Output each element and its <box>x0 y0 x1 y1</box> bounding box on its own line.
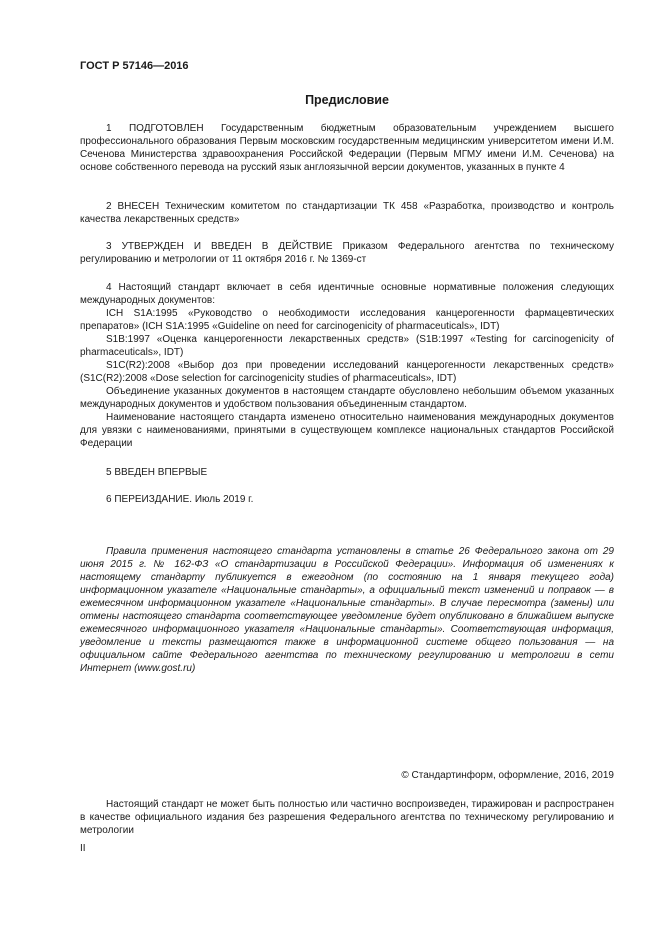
item-5-introduced <box>80 466 614 479</box>
item-1-text: 1 ПОДГОТОВЛЕН Государственным бюджетным образовательным учреждением высшего профессионального образования Первым московским государственным медицинским университетом имени И.М. Сеченова Министерства здравоохранения Российской Федерации (Первым МГМУ имени И.М. Сеченова) на основе собственного перевода на русский язык англоязычной версии документов, указанных в пункте 4 <box>80 123 614 173</box>
item-4-naming-note: Наименование настоящего стандарта изменено относительно наименования международных документов для увязки с наименованиями, принятыми в существующем комплексе национальных стандартов Российской Федерации <box>80 412 614 449</box>
reproduction-text: Настоящий стандарт не может быть полностью или частично воспроизведен, тиражирован и распространен в качестве официального издания без разрешения Федерального агентства по техническому регулированию и метрологии <box>80 799 614 836</box>
page-number: II <box>80 843 86 854</box>
item-4-doc-s1c: S1C(R2):2008 «Выбор доз при проведении исследований канцерогенности лекарственных средств» (S1C(R2):2008 «Dose selection for carcinogenicity studies of pharmaceuticals», IDT) <box>80 360 614 384</box>
item-4-doc-s1b: S1B:1997 «Оценка канцерогенности лекарственных средств» (S1B:1997 «Testing for carcinogenicity of pharmaceuticals», IDT) <box>80 334 614 358</box>
item-4-combine-note: Объединение указанных документов в настоящем стандарте обусловлено небольшим объемом указанных международных документов и удобством пользования объединенным стандартом. <box>80 386 614 410</box>
copyright-line: © Стандартинформ, оформление, 2016, 2019 <box>401 770 614 781</box>
document-id-header: ГОСТ Р 57146—2016 <box>80 60 189 72</box>
item-4-doc-ich-s1a: ICH S1A:1995 «Руководство о необходимости исследования канцерогенности фармацевтических препаратов» (ICH S1A:1995 «Guideline on need for carcinogenicity of pharmaceuticals», IDT) <box>80 308 614 332</box>
application-rules-text: Правила применения настоящего стандарта установлены в статье 26 Федерального закона от 29 июня 2015 г. № 162-ФЗ «О стандартизации в Российской Федерации». Информация об изменениях к настоящему стандарту публикуется в ежегодном (по состоянию на 1 января текущего года) информационном указателе «Национальные стандарты», а официальный текст изменений и поправок — в ежемесячном информационном указателе «Национальные стандарты». В случае пересмотра (замены) или отмены настоящего стандарта соответствующее уведомление будет опубликовано в ближайшем выпуске ежемесячного информационного указателя «Национальные стандарты». Соответствующая информация, уведомление и тексты размещаются также в информационной системе общего пользования — на официальном сайте Федерального агентства по техническому регулированию и метрологии в сети Интернет (www.gost.ru) <box>80 546 614 674</box>
item-2-submitted <box>80 200 614 226</box>
item-6-text: 6 ПЕРЕИЗДАНИЕ. Июль 2019 г. <box>106 494 254 505</box>
item-1-prepared <box>80 122 614 174</box>
application-rules-notice <box>80 545 614 675</box>
item-6-reissue <box>80 493 614 506</box>
item-3-approved <box>80 240 614 266</box>
item-2-text: 2 ВНЕСЕН Техническим комитетом по стандартизации ТК 458 «Разработка, производство и контроль качества лекарственных средств» <box>80 201 614 225</box>
item-4-identical-docs <box>80 281 614 450</box>
reproduction-restriction <box>80 798 614 837</box>
item-5-text: 5 ВВЕДЕН ВПЕРВЫЕ <box>106 467 208 478</box>
item-4-intro: 4 Настоящий стандарт включает в себя идентичные основные нормативные положения следующих международных документов: <box>80 282 614 306</box>
item-3-text: 3 УТВЕРЖДЕН И ВВЕДЕН В ДЕЙСТВИЕ Приказом Федерального агентства по техническому регулированию и метрологии от 11 октября 2016 г. № 1369-ст <box>80 241 614 265</box>
page-title: Предисловие <box>305 93 389 107</box>
